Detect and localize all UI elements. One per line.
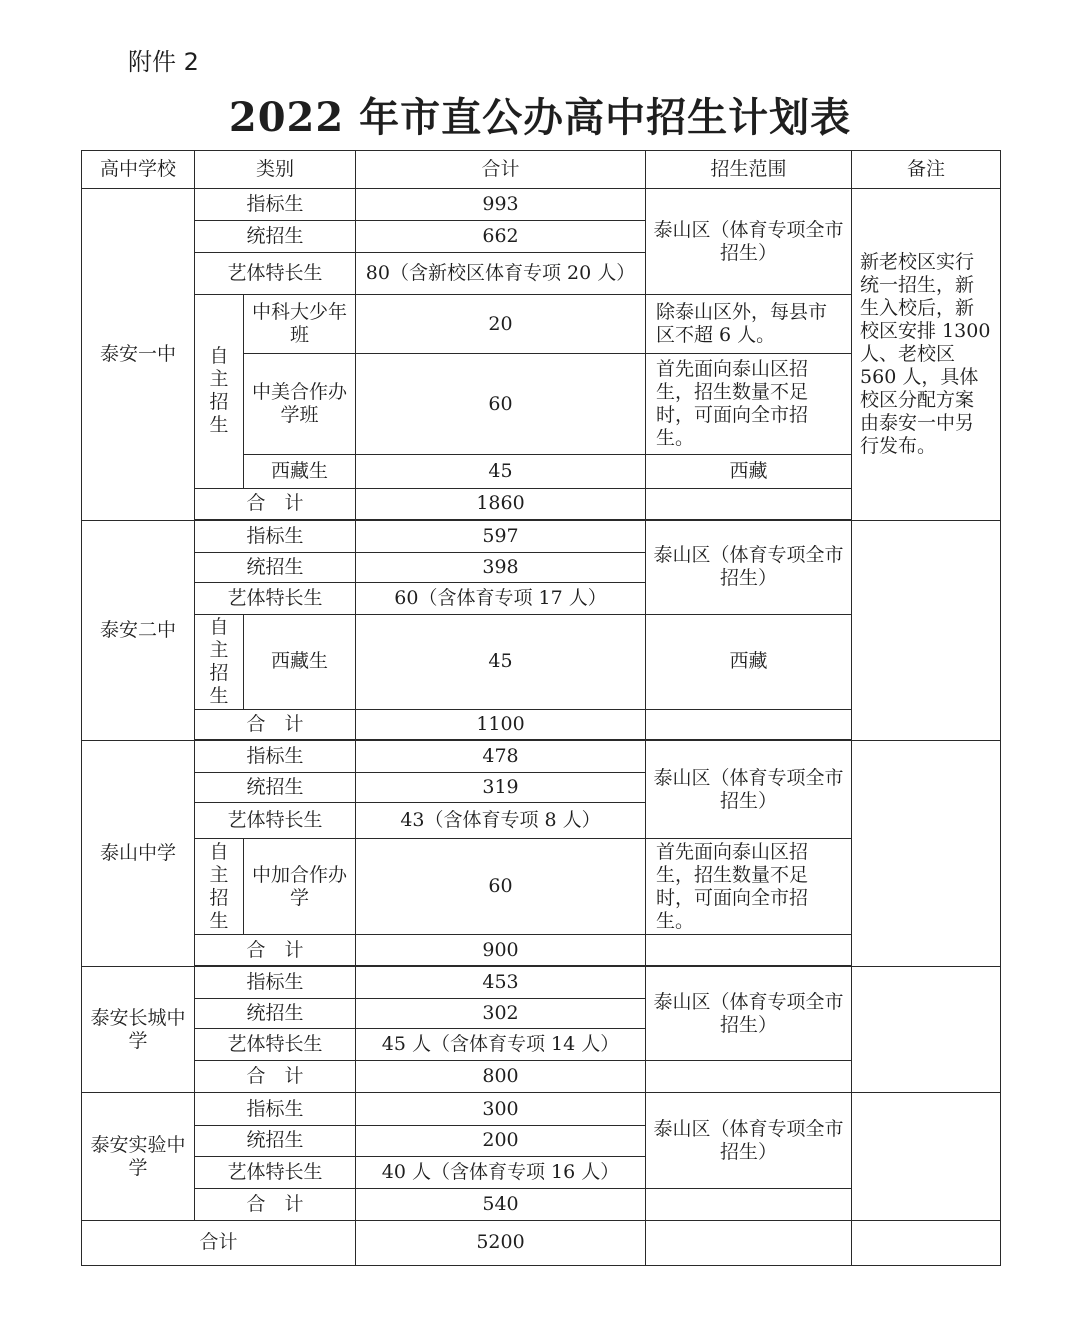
grand-total-row xyxy=(82,1220,1001,1265)
scope-cell: 泰山区（体育专项全市招生） xyxy=(646,740,852,838)
count-cell: 200 xyxy=(356,1125,646,1156)
category-label: 统招生 xyxy=(195,999,356,1029)
category-label: 中加合作办学 xyxy=(244,839,356,935)
category-label: 西藏生 xyxy=(244,614,356,709)
table-row xyxy=(82,520,1001,552)
empty-cell xyxy=(646,488,852,519)
category-label: 西藏生 xyxy=(244,455,356,488)
header-total: 合计 xyxy=(356,151,646,189)
empty-cell xyxy=(646,709,852,739)
scope-cell: 泰山区（体育专项全市招生） xyxy=(646,520,852,614)
scope-cell: 西藏 xyxy=(646,455,852,488)
note-cell: 新老校区实行统一招生，新生入校后，新校区安排 1300 人、老校区 560 人，具体校区分配方案由泰安一中另行发布。 xyxy=(852,189,1001,521)
category-label: 统招生 xyxy=(195,552,356,582)
header-note: 备注 xyxy=(852,151,1001,189)
empty-cell xyxy=(646,1220,852,1265)
table-row xyxy=(82,1093,1001,1125)
scope-cell: 首先面向泰山区招生，招生数量不足时，可面向全市招生。 xyxy=(646,839,852,935)
empty-cell xyxy=(852,1220,1001,1265)
count-cell: 40 人（含体育专项 16 人） xyxy=(356,1156,646,1188)
header-school: 高中学校 xyxy=(82,151,195,189)
category-label: 中科大少年班 xyxy=(244,295,356,354)
count-cell: 80（含新校区体育专项 20 人） xyxy=(356,253,646,295)
note-cell xyxy=(852,520,1001,740)
empty-cell xyxy=(646,935,852,966)
table-row xyxy=(82,967,1001,999)
scope-cell: 泰山区（体育专项全市招生） xyxy=(646,189,852,295)
category-label: 指标生 xyxy=(195,1093,356,1125)
enrollment-plan-table xyxy=(81,150,1001,1266)
subtotal-label: 合 计 xyxy=(195,1061,356,1093)
count-cell: 478 xyxy=(356,740,646,772)
subtotal-value: 900 xyxy=(356,935,646,966)
header-category: 类别 xyxy=(195,151,356,189)
subtotal-label: 合 计 xyxy=(195,709,356,739)
category-label: 统招生 xyxy=(195,772,356,802)
note-cell xyxy=(852,967,1001,1093)
scope-cell: 泰山区（体育专项全市招生） xyxy=(646,967,852,1061)
category-label: 艺体特长生 xyxy=(195,1156,356,1188)
category-label: 艺体特长生 xyxy=(195,1029,356,1061)
category-label: 中美合作办学班 xyxy=(244,354,356,455)
scope-cell: 泰山区（体育专项全市招生） xyxy=(646,1093,852,1188)
category-label: 艺体特长生 xyxy=(195,803,356,839)
table-row xyxy=(82,740,1001,772)
table-header-row xyxy=(82,151,1001,189)
subtotal-label: 合 计 xyxy=(195,935,356,966)
self-admission-label: 自主招生 xyxy=(195,295,244,488)
scope-cell: 首先面向泰山区招生，招生数量不足时，可面向全市招生。 xyxy=(646,354,852,455)
empty-cell xyxy=(646,1061,852,1093)
category-label: 艺体特长生 xyxy=(195,253,356,295)
school-name: 泰安长城中学 xyxy=(82,967,195,1093)
count-cell: 45 xyxy=(356,455,646,488)
scope-cell: 除泰山区外，每县市区不超 6 人。 xyxy=(646,295,852,354)
grand-total-label: 合计 xyxy=(82,1220,356,1265)
subtotal-label: 合 计 xyxy=(195,1188,356,1220)
category-label: 艺体特长生 xyxy=(195,582,356,614)
category-label: 指标生 xyxy=(195,520,356,552)
count-cell: 398 xyxy=(356,552,646,582)
count-cell: 453 xyxy=(356,967,646,999)
count-cell: 300 xyxy=(356,1093,646,1125)
count-cell: 45 人（含体育专项 14 人） xyxy=(356,1029,646,1061)
category-label: 统招生 xyxy=(195,221,356,253)
subtotal-value: 1100 xyxy=(356,709,646,739)
self-admission-label: 自主招生 xyxy=(195,839,244,935)
count-cell: 43（含体育专项 8 人） xyxy=(356,803,646,839)
count-cell: 45 xyxy=(356,614,646,709)
empty-cell xyxy=(646,1188,852,1220)
count-cell: 60（含体育专项 17 人） xyxy=(356,582,646,614)
subtotal-value: 1860 xyxy=(356,488,646,519)
count-cell: 993 xyxy=(356,189,646,221)
note-cell xyxy=(852,740,1001,966)
subtotal-value: 540 xyxy=(356,1188,646,1220)
self-admission-label: 自主招生 xyxy=(195,614,244,709)
count-cell: 662 xyxy=(356,221,646,253)
category-label: 统招生 xyxy=(195,1125,356,1156)
header-scope: 招生范围 xyxy=(646,151,852,189)
count-cell: 319 xyxy=(356,772,646,802)
attachment-label: 附件 2 xyxy=(128,48,199,76)
category-label: 指标生 xyxy=(195,189,356,221)
category-label: 指标生 xyxy=(195,967,356,999)
scope-cell: 西藏 xyxy=(646,614,852,709)
count-cell: 60 xyxy=(356,354,646,455)
note-cell xyxy=(852,1093,1001,1220)
count-cell: 597 xyxy=(356,520,646,552)
document-title: 2022 年市直公办高中招生计划表 xyxy=(228,94,852,141)
subtotal-label: 合 计 xyxy=(195,488,356,519)
school-name: 泰安二中 xyxy=(82,520,195,740)
subtotal-value: 800 xyxy=(356,1061,646,1093)
school-name: 泰山中学 xyxy=(82,740,195,966)
count-cell: 302 xyxy=(356,999,646,1029)
school-name: 泰安实验中学 xyxy=(82,1093,195,1220)
table-row xyxy=(82,189,1001,221)
count-cell: 60 xyxy=(356,839,646,935)
count-cell: 20 xyxy=(356,295,646,354)
school-name: 泰安一中 xyxy=(82,189,195,521)
grand-total-value: 5200 xyxy=(356,1220,646,1265)
category-label: 指标生 xyxy=(195,740,356,772)
